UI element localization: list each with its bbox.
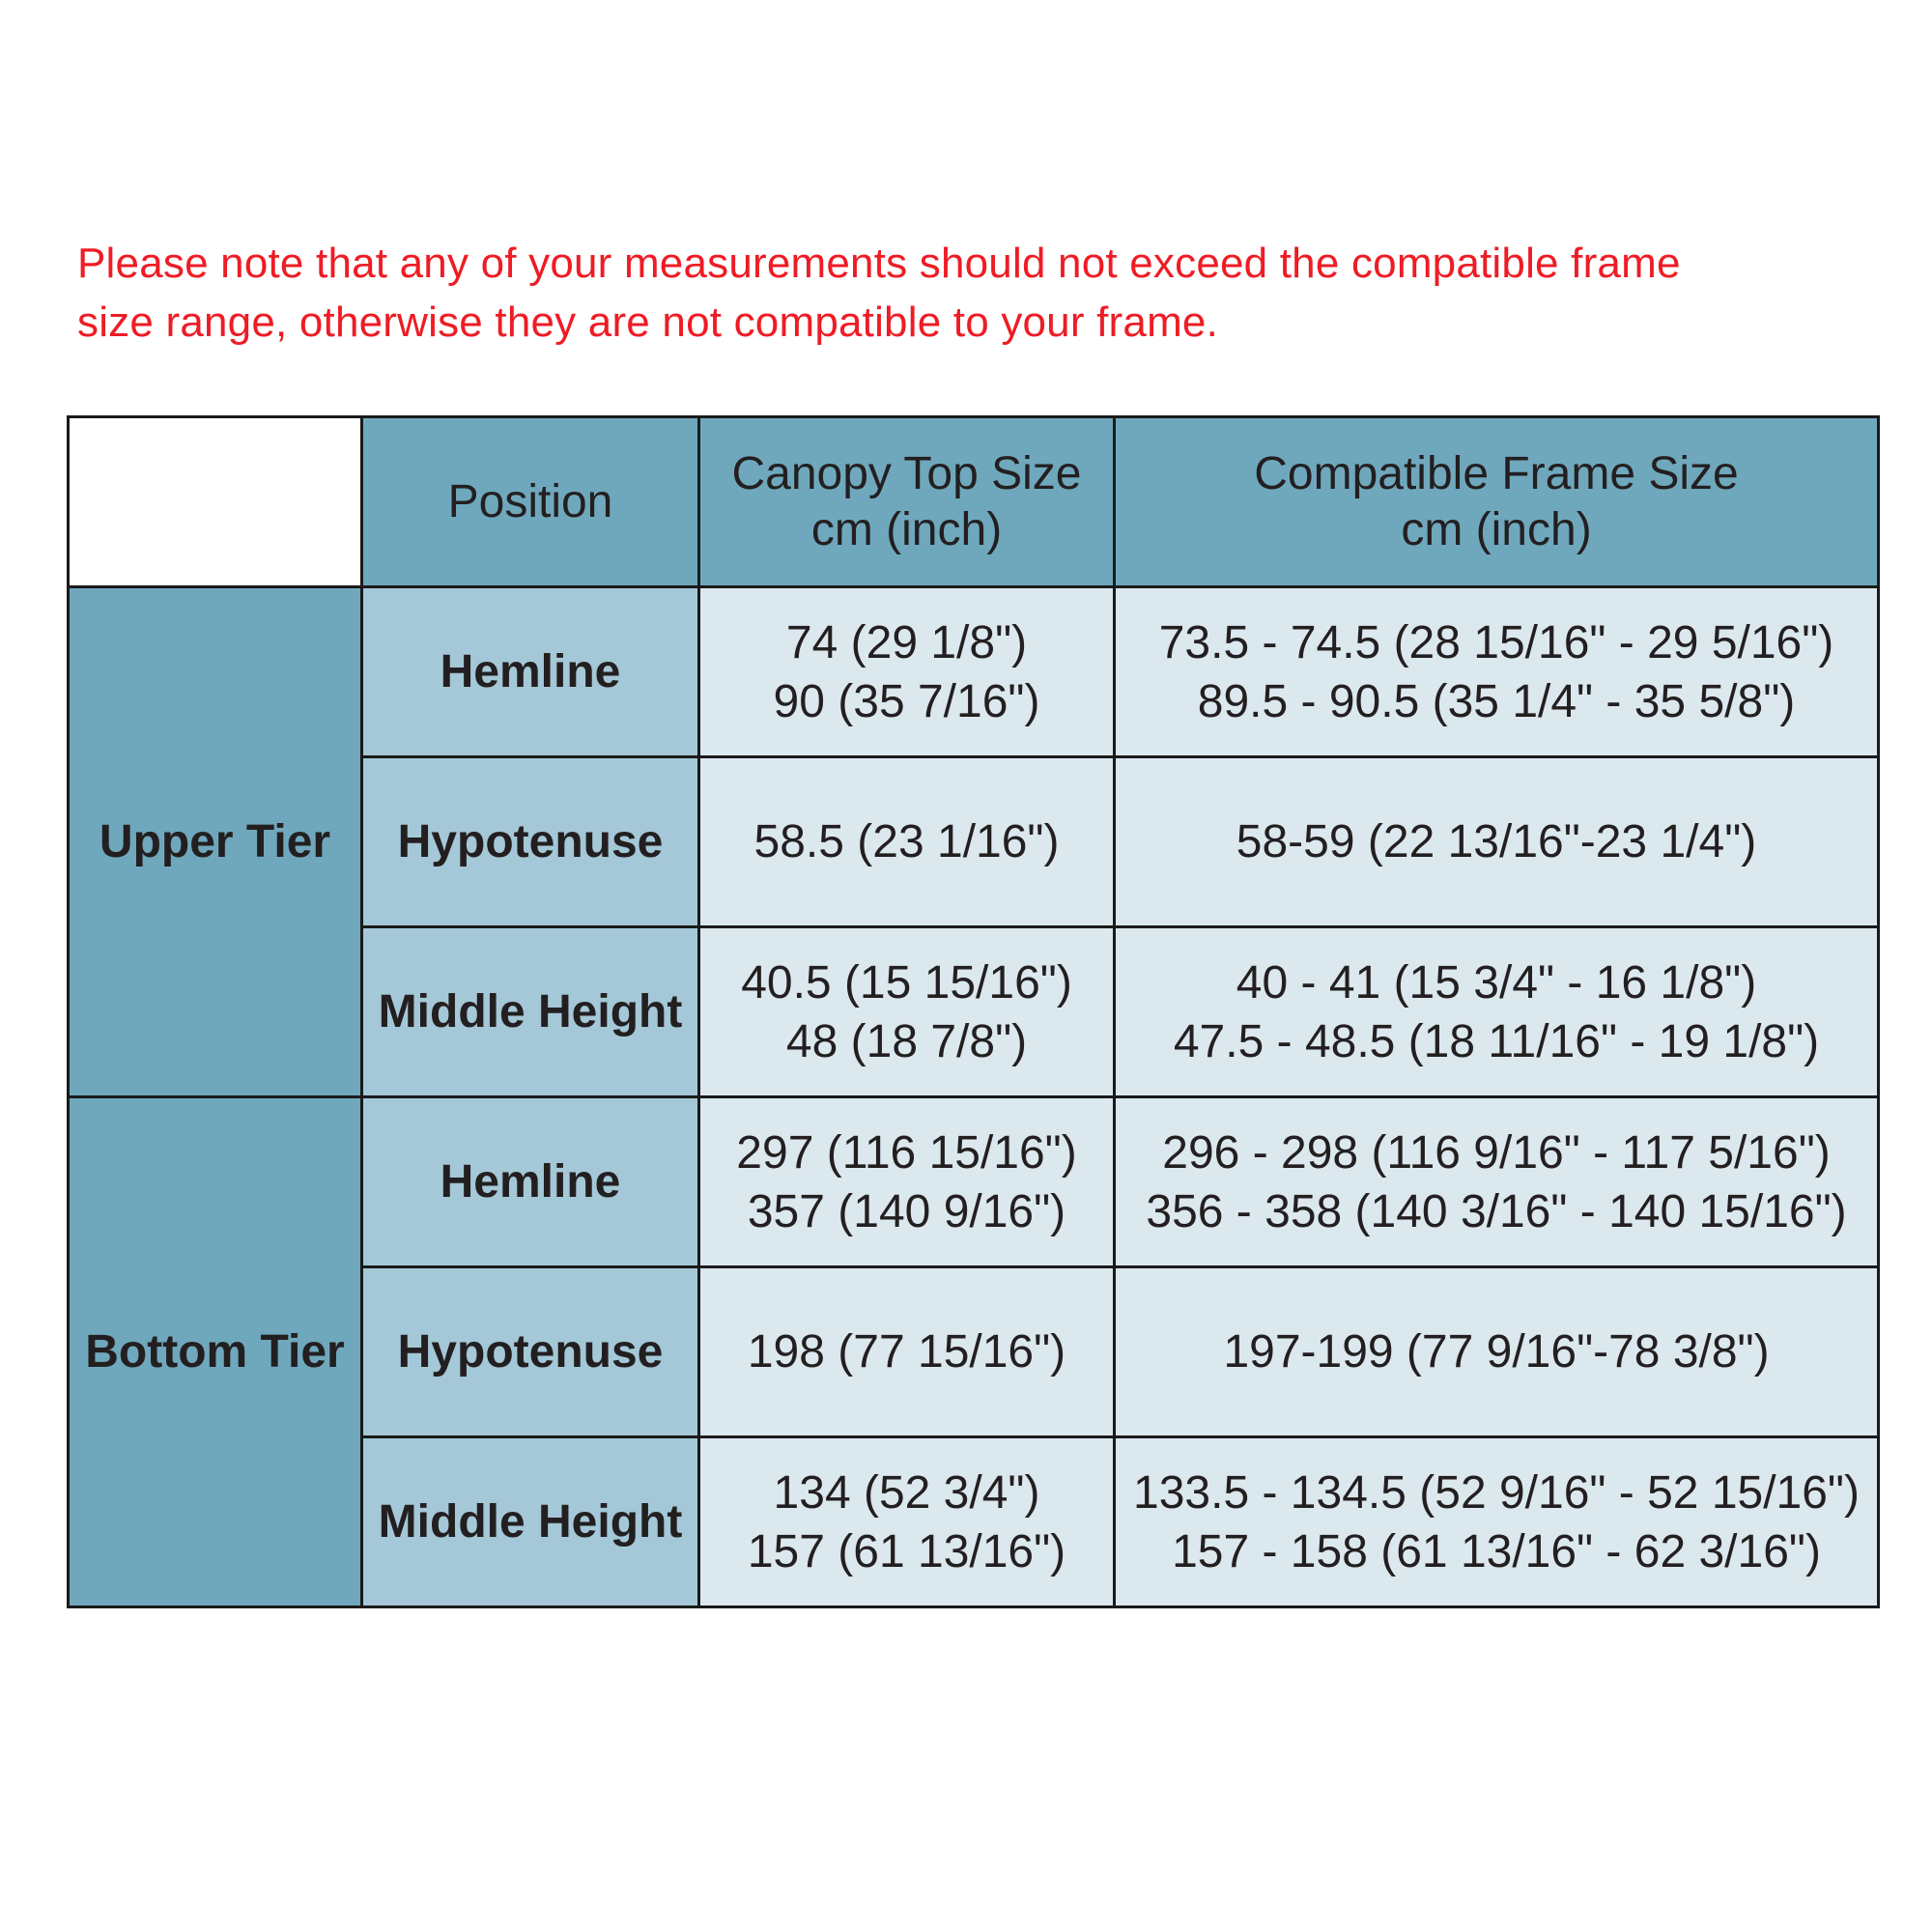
frame-value: 58-59 (22 13/16"-23 1/4"): [1236, 816, 1757, 867]
size-chart-table: [67, 415, 1880, 1608]
position-cell: Hypotenuse: [362, 1267, 699, 1437]
note-line-2: size range, otherwise they are not compatible to your frame.: [77, 298, 1219, 346]
header-canopy-line-2: cm (inch): [810, 503, 1003, 555]
header-frame-line-1: Compatible Frame Size: [1254, 447, 1739, 499]
frame-value: 47.5 - 48.5 (18 11/16" - 19 1/8"): [1173, 1015, 1820, 1067]
frame-size-cell: [1115, 1437, 1879, 1607]
header-canopy-line-1: Canopy Top Size: [731, 447, 1082, 499]
canopy-size-cell: [699, 757, 1115, 927]
canopy-size-cell: [699, 1097, 1115, 1267]
canopy-value: 74 (29 1/8"): [785, 616, 1028, 668]
canopy-value: 297 (116 15/16"): [736, 1126, 1077, 1179]
frame-size-cell: [1115, 757, 1879, 927]
header-canopy-size: [699, 417, 1115, 587]
header-position: Position: [362, 417, 699, 587]
frame-value: 40 - 41 (15 3/4" - 16 1/8"): [1236, 956, 1757, 1009]
position-cell: Middle Height: [362, 1437, 699, 1607]
table-row: [69, 1097, 1879, 1267]
corner-cell: [69, 417, 362, 587]
canopy-value: 90 (35 7/16"): [773, 675, 1040, 727]
canopy-value: 357 (140 9/16"): [747, 1185, 1066, 1237]
canopy-size-cell: [699, 1267, 1115, 1437]
position-cell: Hemline: [362, 587, 699, 757]
canopy-size-cell: [699, 1437, 1115, 1607]
tier-label-upper: Upper Tier: [69, 587, 362, 1097]
frame-size-cell: [1115, 927, 1879, 1097]
frame-value: 73.5 - 74.5 (28 15/16" - 29 5/16"): [1158, 616, 1834, 668]
frame-value: 157 - 158 (61 13/16" - 62 3/16"): [1172, 1525, 1821, 1577]
canopy-value: 40.5 (15 15/16"): [741, 956, 1072, 1009]
header-row: [69, 417, 1879, 587]
position-cell: Hypotenuse: [362, 757, 699, 927]
frame-size-cell: [1115, 587, 1879, 757]
compatibility-note: [77, 234, 1874, 352]
canopy-value: 134 (52 3/4"): [773, 1466, 1040, 1519]
tier-label-bottom: Bottom Tier: [69, 1097, 362, 1607]
frame-value: 133.5 - 134.5 (52 9/16" - 52 15/16"): [1133, 1466, 1860, 1519]
header-frame-size: [1115, 417, 1879, 587]
canopy-value: 198 (77 15/16"): [747, 1326, 1066, 1378]
frame-value: 197-199 (77 9/16"-78 3/8"): [1223, 1326, 1770, 1378]
frame-size-cell: [1115, 1267, 1879, 1437]
position-cell: Middle Height: [362, 927, 699, 1097]
table-row: [69, 587, 1879, 757]
canopy-value: 58.5 (23 1/16"): [753, 816, 1060, 867]
frame-value: 356 - 358 (140 3/16" - 140 15/16"): [1146, 1185, 1847, 1237]
canopy-size-cell: [699, 587, 1115, 757]
position-cell: Hemline: [362, 1097, 699, 1267]
frame-size-cell: [1115, 1097, 1879, 1267]
frame-value: 296 - 298 (116 9/16" - 117 5/16"): [1162, 1126, 1831, 1179]
frame-value: 89.5 - 90.5 (35 1/4" - 35 5/8"): [1197, 675, 1796, 727]
note-line-1: Please note that any of your measurements should not exceed the compatible frame: [77, 240, 1681, 287]
header-frame-line-2: cm (inch): [1401, 503, 1592, 555]
canopy-value: 48 (18 7/8"): [785, 1015, 1028, 1067]
canopy-size-cell: [699, 927, 1115, 1097]
canopy-value: 157 (61 13/16"): [747, 1525, 1066, 1577]
